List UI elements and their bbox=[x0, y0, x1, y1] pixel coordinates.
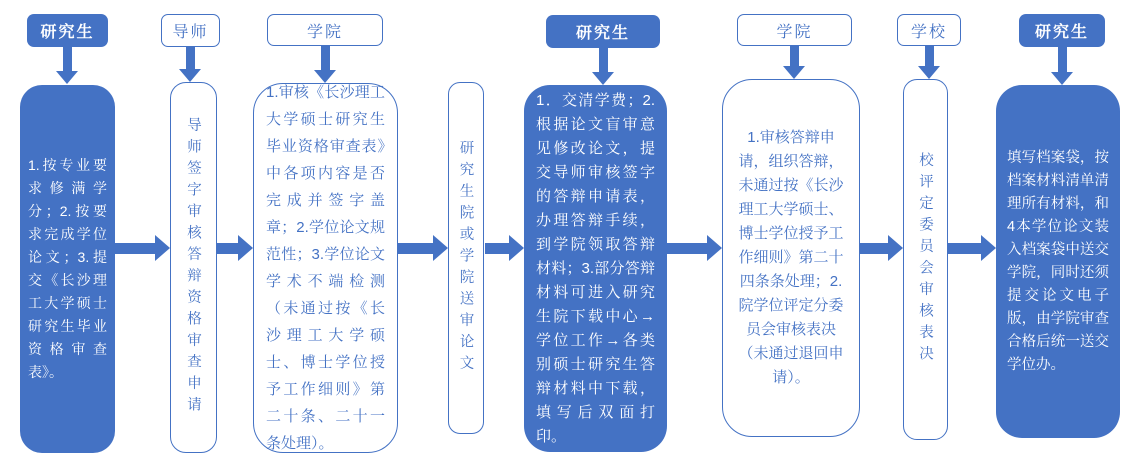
stage3-body bbox=[253, 83, 398, 453]
stage7-body bbox=[903, 79, 948, 440]
stage3-header-college: 学院 bbox=[267, 14, 383, 46]
stage1-arrow-down-icon bbox=[56, 47, 78, 84]
flow-arrow-3-icon bbox=[398, 234, 448, 262]
stage5-body bbox=[524, 85, 667, 452]
flow-arrow-7-icon bbox=[948, 234, 996, 262]
stage7-arrow-down-icon bbox=[918, 46, 940, 79]
stage4-body bbox=[448, 82, 484, 434]
stage2-body-text: 导师签字审核答辩资格审查申请 bbox=[185, 117, 201, 418]
stage5-body-text: 1．交清学费；2.根据论文盲审意见修改论文，提交导师审核签字的答辩申请表，办理答辩手续，到学院领取答辩材料；3.部分答辩材料可进入研究生院下载中心→学位工作→各类别硕士研究生答辩材料中下载，填写后双面打印。 bbox=[536, 91, 655, 445]
stage2-body bbox=[170, 82, 217, 453]
stage2-arrow-down-icon bbox=[179, 47, 201, 82]
stage8-arrow-down-icon bbox=[1051, 47, 1073, 85]
stage8-body bbox=[996, 85, 1120, 438]
stage6-body-text: 1.审核答辩申请，组织答辩，未通过按《长沙理工大学硕士、博士学位授予工作细则》第二十四条条处理；2.院学位评定分委员会审核表决（未通过退回申请）。 bbox=[738, 129, 844, 386]
stage5-arrow-down-icon bbox=[592, 48, 614, 85]
stage1-header-graduate-student: 研究生 bbox=[27, 14, 108, 47]
stage4-body-text: 研究生院或学院送审论文 bbox=[457, 139, 474, 377]
stage6-arrow-down-icon bbox=[783, 46, 805, 79]
stage5-header-graduate-student: 研究生 bbox=[546, 15, 660, 48]
flow-arrow-6-icon bbox=[860, 234, 903, 262]
stage8-body-text: 填写档案袋，按档案材料清单清理所有材料，和4本学位论文装入档案袋中送交学院，同时还须提交论文电子版，由学院审查合格后统一送交学位办。 bbox=[1007, 149, 1109, 373]
flow-arrow-5-icon bbox=[667, 234, 722, 262]
stage7-header-university: 学校 bbox=[897, 14, 961, 46]
stage6-header-college: 学院 bbox=[737, 14, 852, 46]
stage1-body bbox=[20, 85, 115, 453]
stage3-body-text: 1.审核《长沙理工大学硕士研究生毕业资格审查表》中各项内容是否完成并签字盖章；2.学位论文规范性；3.学位论文学术不端检测（未通过按《长沙理工大学硕士、博士学位授予工作细则》第二十条、二十一条处理）。 bbox=[266, 84, 385, 452]
flow-arrow-1-icon bbox=[115, 234, 170, 262]
stage8-header-graduate-student: 研究生 bbox=[1019, 14, 1105, 47]
stage1-body-text: 1.按专业要求修满学分；2.按要求完成学位论文；3.提交《长沙理工大学硕士研究生毕业资格审查表》。 bbox=[28, 157, 107, 380]
flow-arrow-4-icon bbox=[485, 234, 524, 262]
stage3-arrow-down-icon bbox=[314, 46, 336, 83]
stage7-body-text: 校评定委员会审核表决 bbox=[917, 152, 933, 367]
stage2-header-supervisor: 导师 bbox=[161, 14, 220, 47]
stage6-body bbox=[722, 79, 860, 437]
flow-arrow-2-icon bbox=[217, 234, 253, 262]
